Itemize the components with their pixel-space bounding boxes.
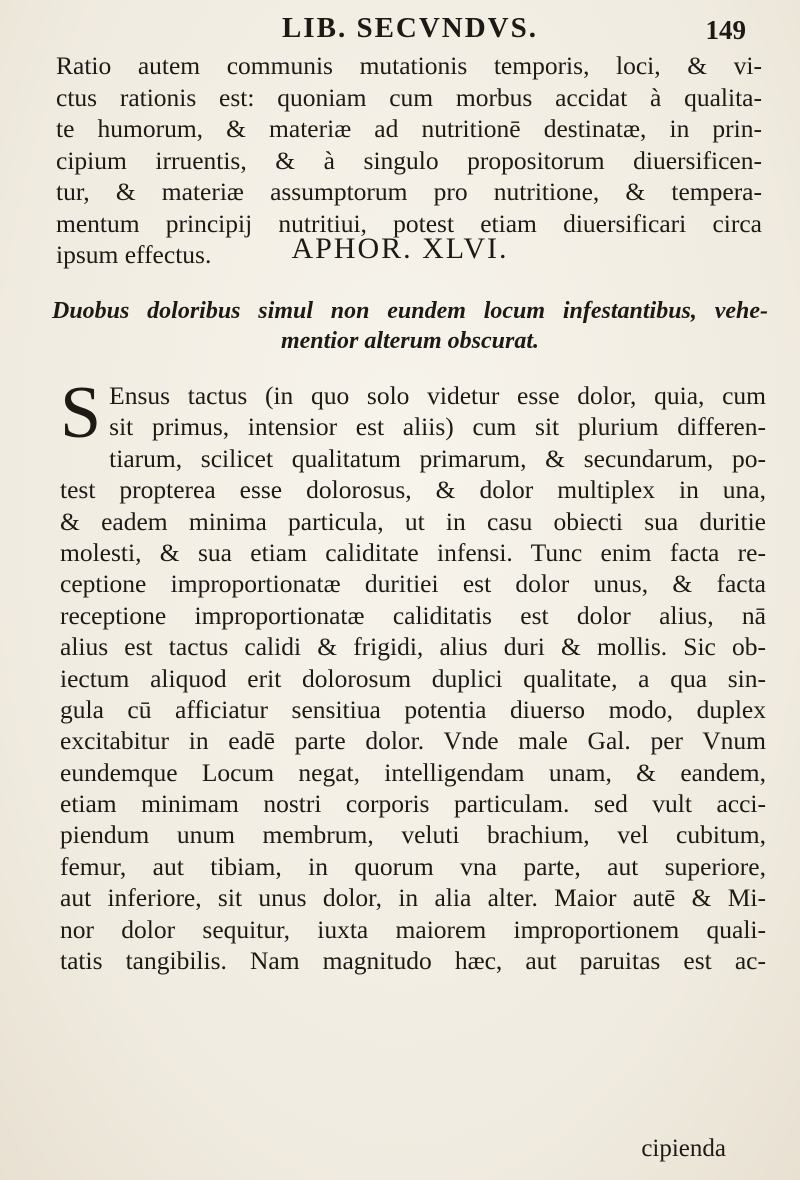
text-line: Ensus tactus (in quo solo videtur esse dolor, quia, cum bbox=[109, 381, 766, 410]
text-line: ceptione improportionatæ duritiei est dolor unus, & facta bbox=[60, 569, 766, 599]
text-line: iectum aliquod erit dolorosum duplici qualitate, a qua sin- bbox=[60, 663, 766, 693]
text-line: excitabitur in eadē parte dolor. Vnde male Gal. per Vnum bbox=[60, 726, 766, 756]
catchword: cipienda bbox=[641, 1135, 726, 1162]
page-number: 149 bbox=[705, 15, 746, 45]
text-line: tatis tangibilis. Nam magnitudo hæc, aut paruitas est ac- bbox=[60, 946, 766, 976]
text-line: etiam minimam nostri corporis particulam. sed vult acci- bbox=[60, 789, 766, 819]
text-line: ipsum effectus. bbox=[56, 240, 212, 269]
text-line: eundemque Locum negat, intelligendam unam, & eandem, bbox=[60, 757, 766, 787]
aphorism-summary bbox=[52, 296, 768, 356]
text-line: Ratio autem communis mutationis temporis, loci, & vi- bbox=[56, 51, 762, 80]
text-line: aut inferiore, sit unus dolor, in alia alter. Maior autē & Mi- bbox=[60, 883, 766, 913]
text-line: mentum principij nutritiui, potest etiam diuersificari circa bbox=[56, 208, 762, 238]
summary-line: Duobus doloribus simul non eundem locum infestantibus, vehe- bbox=[52, 298, 768, 324]
text-line: test propterea esse dolorosus, & dolor multiplex in una, bbox=[60, 475, 766, 505]
text-line: sit primus, intensior est aliis) cum sit plurium differen- bbox=[109, 412, 766, 442]
text-line: piendum unum membrum, veluti brachium, vel cubitum, bbox=[60, 820, 766, 850]
page-header bbox=[60, 12, 760, 46]
summary-line: mentior alterum obscurat. bbox=[280, 328, 540, 354]
running-head: LIB. SECVNDVS. bbox=[281, 12, 539, 44]
text-line: alius est tactus calidi & frigidi, alius duri & mollis. Sic ob- bbox=[60, 632, 766, 662]
text-line: & eadem minima particula, ut in casu obiecti sua duritie bbox=[60, 506, 766, 536]
text-line: tiarum, scilicet qualitatum primarum, & secundarum, po- bbox=[109, 443, 766, 473]
text-line: femur, aut tibiam, in quorum vna parte, aut superiore, bbox=[60, 851, 766, 881]
text-line: receptione improportionatæ caliditatis est dolor alius, nā bbox=[60, 600, 766, 630]
commentary-body bbox=[60, 372, 766, 976]
drop-capital: S bbox=[60, 372, 102, 454]
text-line: molesti, & sua etiam caliditate infensi. Tunc enim facta re- bbox=[60, 537, 766, 567]
text-line: gula cū afficiatur sensitiua potentia diuerso modo, duplex bbox=[60, 694, 766, 724]
text-line: te humorum, & materiæ ad nutritionē destinatæ, in prin- bbox=[56, 114, 762, 143]
text-line: cipium irruentis, & à singulo propositorum diuersificen- bbox=[56, 145, 762, 175]
text-line: tur, & materiæ assumptorum pro nutritione, & tempera- bbox=[56, 177, 762, 206]
text-line: ctus rationis est: quoniam cum morbus accidat à qualita- bbox=[56, 82, 762, 112]
aphorism-heading: APHOR. XLVI. bbox=[291, 232, 509, 265]
text-line: nor dolor sequitur, iuxta maiorem improportionem quali- bbox=[60, 914, 766, 944]
